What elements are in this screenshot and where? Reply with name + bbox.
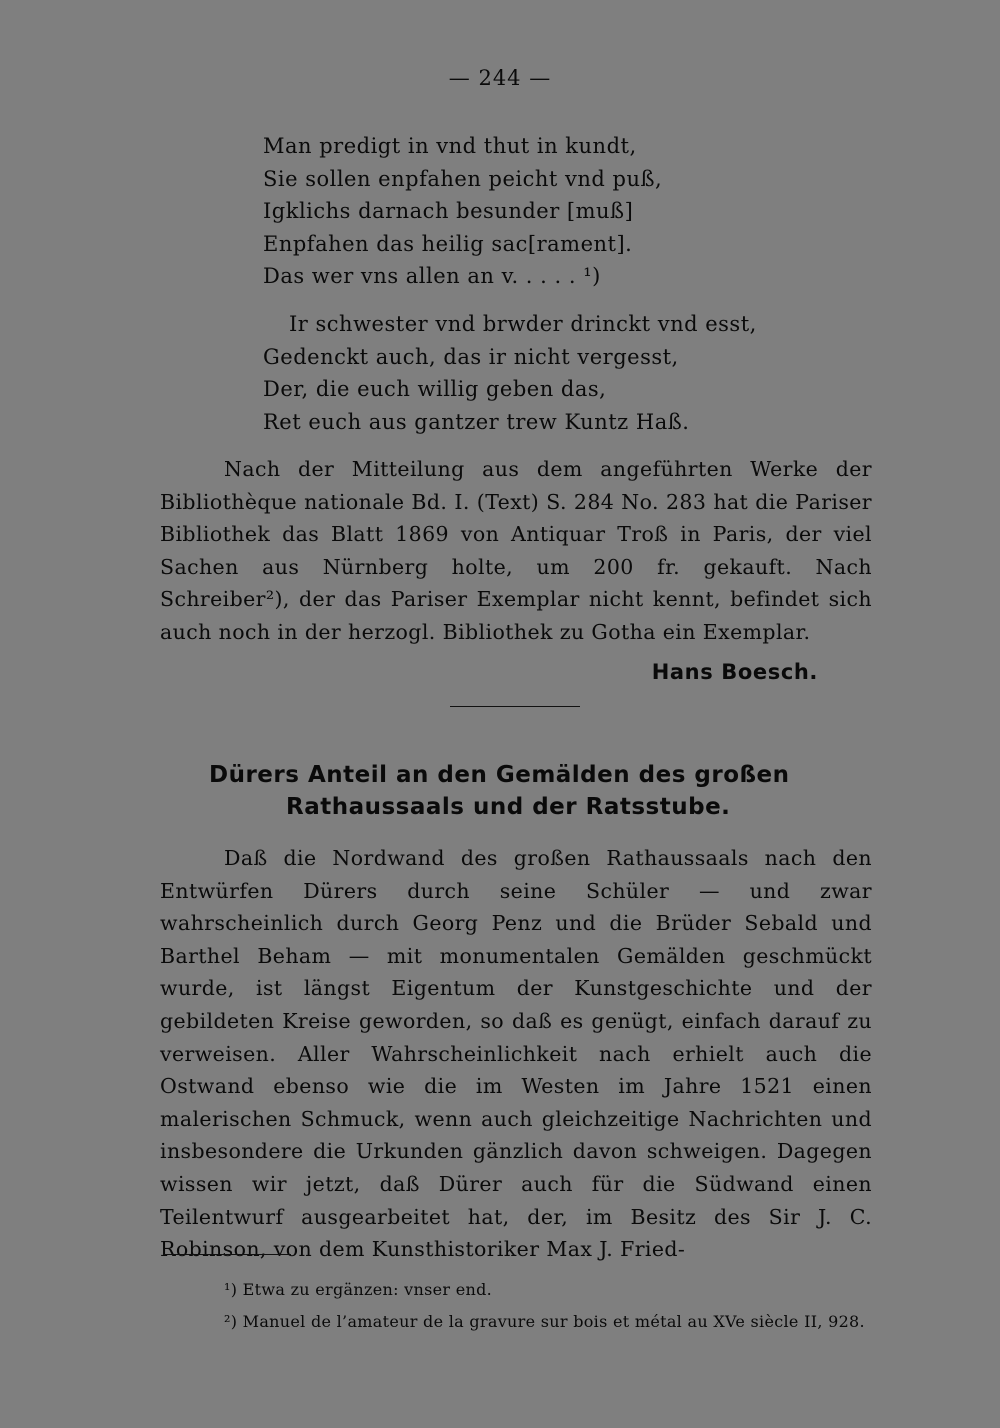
footnote-1: ¹) Etwa zu ergänzen: vnser end. xyxy=(224,1280,493,1299)
paragraph-text: Daß die Nordwand des großen Rathaussaals nach den Entwürfen Dürers durch seine Schüler — und zwar wahrscheinlich durch Georg Penz und die Brüder Sebald und Barthel Beham — mit monumentalen Gemälden geschmückt wurde, ist längst Eigentum der Kunstgeschichte und der gebildeten Kreise geworden, so daß es genügt, einfach darauf zu verweisen. Aller Wahrscheinlichkeit nach erhielt auch die Ostwand ebenso wie die im Westen im Jahre 1521 einen malerischen Schmuck, wenn auch gleichzeitige Nachrichten und insbesondere die Urkunden gänzlich davon schweigen. Dagegen wissen wir jetzt, daß Dürer auch für die Südwand einen Teilentwurf ausgearbeitet hat, der, im Besitz des Sir J. C. Robinson, von dem Kunsthistoriker Max J. Fried- xyxy=(160,846,872,1262)
verse-line: Ret euch aus gantzer trew Kuntz Haß. xyxy=(263,409,690,434)
verse-stanza-1 xyxy=(263,130,662,293)
footnote-divider xyxy=(163,1254,291,1255)
footnote-2: ²) Manuel de l’amateur de la gravure sur bois et métal au XVe siècle II, 928. xyxy=(224,1312,865,1331)
verse-line: Das wer vns allen an v. . . . . ¹) xyxy=(263,264,601,288)
section-heading xyxy=(0,759,1000,823)
body-paragraph-2 xyxy=(160,842,872,1266)
verse-line: Sie sollen enpfahen peicht vnd puß, xyxy=(263,166,663,191)
verse-line: Man predigt in vnd thut in kundt, xyxy=(263,134,637,158)
paragraph-text: Nach der Mitteilung aus dem angeführten Werke der Bibliothèque nationale Bd. I. (Text) S. 284 No. 283 hat die Pariser Bibliothek das Blatt 1869 von Antiquar Troß in Paris, der viel Sachen aus Nürnberg holte, um 200 fr. gekauft. Nach Schreiber²), der das Pariser Exemplar nicht kennt, befindet sich auch noch in der herzogl. Bibliothek zu Gotha ein Exemplar. xyxy=(160,457,872,644)
heading-line-1: Dürers Anteil an den Gemälden des großen xyxy=(209,762,790,788)
footnotes xyxy=(160,1276,876,1336)
body-paragraph-1 xyxy=(160,453,872,649)
verse-line: Enpfahen das heilig sac[rament]. xyxy=(263,231,633,256)
author-signature: Hans Boesch. xyxy=(651,660,818,684)
verse-stanza-2 xyxy=(263,308,757,438)
verse-line: Gedenckt auch, das ir nicht vergesst, xyxy=(263,344,679,369)
heading-line-2: Rathaussaals und der Ratsstube. xyxy=(286,794,731,820)
page-number: — 244 — xyxy=(448,66,552,90)
section-divider xyxy=(450,706,580,707)
verse-line: Ir schwester vnd brwder drinckt vnd esst, xyxy=(289,312,757,336)
verse-line: Igklichs darnach besunder [muß] xyxy=(263,199,634,223)
verse-line: Der, die euch willig geben das, xyxy=(263,377,607,401)
